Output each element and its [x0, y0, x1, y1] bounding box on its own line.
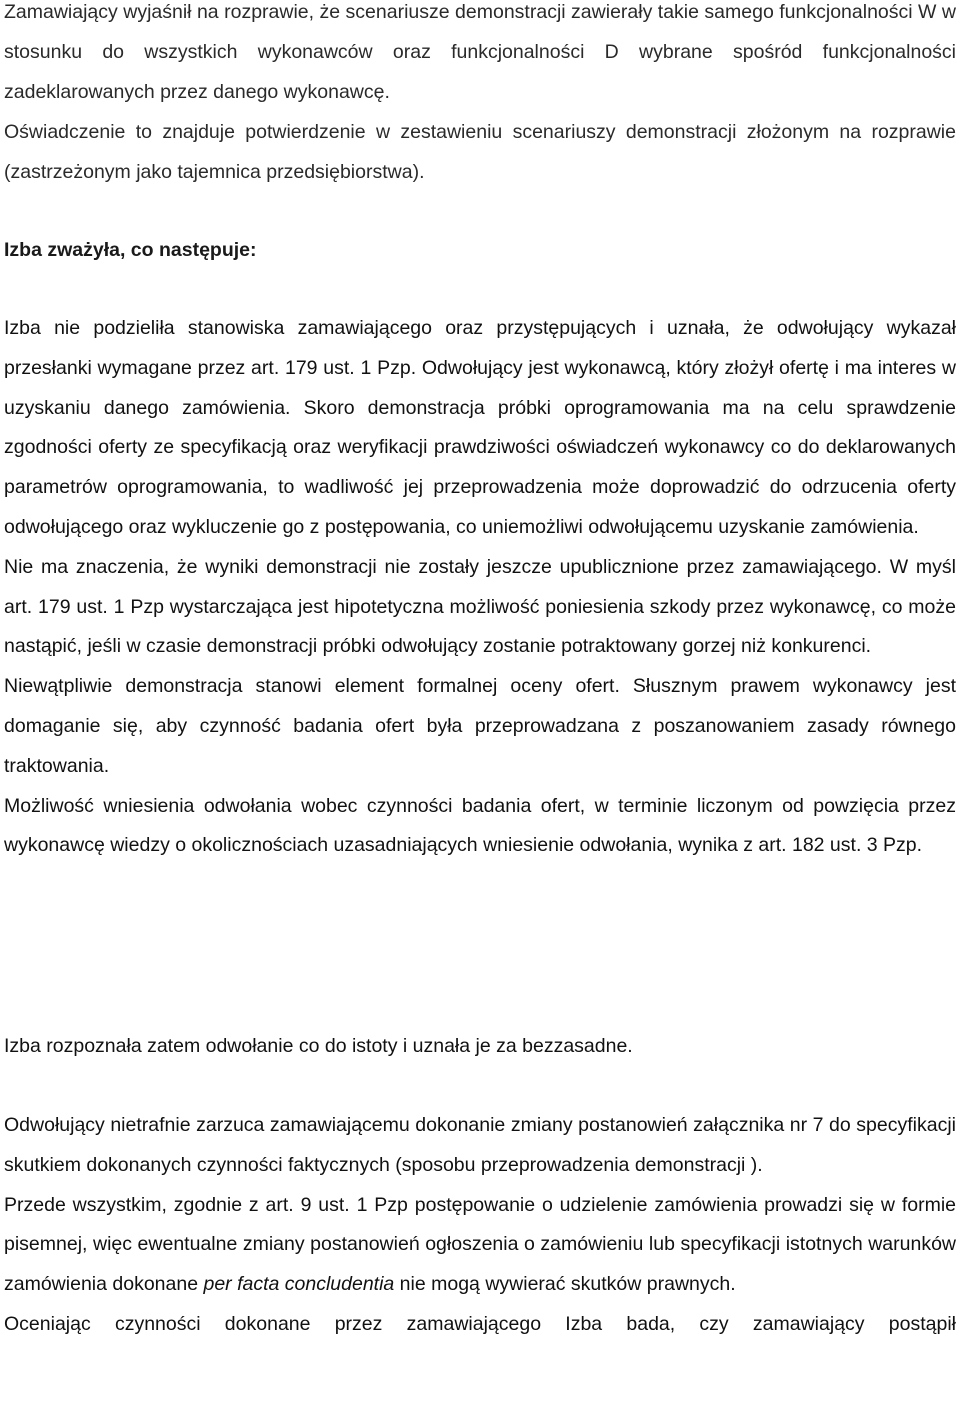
body-block-1: [4, 309, 956, 866]
body-paragraph-7-text: Przede wszystkim, zgodnie z art. 9 ust. 1 Pzp postępowanie o udzielenie zamówienia prowadzi się w formie pisemnej, więc ewentualne zmiany postanowień ogłoszenia o zamówieniu lub specyfikacji istotnych warunków zamówienia dokonane: [4, 1193, 956, 1296]
intro-paragraph-1: Zamawiający wyjaśnił na rozprawie, że scenariusze demonstracji zawierały takie samego funkcjonalności W w stosunku do wszystkich wykonawców oraz funkcjonalności D wybrane spośród funkcjonalności zadeklarowanych przez danego wykonawcę.: [4, 1, 956, 103]
body-paragraph-1: Izba nie podzieliła stanowiska zamawiającego oraz przystępujących i uznała, że odwołujący wykazał przesłanki wymagane przez art. 179 ust. 1 Pzp. Odwołujący jest wykonawcą, który złożył ofertę i ma interes w uzyskaniu danego zamówienia. Skoro demonstracja próbki oprogramowania ma na celu sprawdzenie zgodności oferty ze specyfikacją oraz weryfikacji prawdziwości oświadczeń wykonawcy co do deklarowanych parametrów oprogramowania, to wadliwość jej przeprowadzenia może doprowadzić do odrzucenia oferty odwołującego oraz wykluczenie go z postępowania, co uniemożliwi odwołującemu uzyskanie zamówienia.: [4, 317, 956, 538]
body-paragraph-8: Oceniając czynności dokonane przez zamawiającego Izba bada, czy zamawiający postąpił: [4, 1312, 956, 1335]
body-paragraph-4: Możliwość wniesienia odwołania wobec czynności badania ofert, w terminie liczonym od powzięcia przez wykonawcę wiedzy o okolicznościach uzasadniających wniesienie odwołania, wynika z art. 182 ust. 3 Pzp.: [4, 794, 956, 857]
body-block-3: [4, 1106, 956, 1345]
latin-phrase: per facta concludentia: [203, 1273, 395, 1296]
body-paragraph-6: Odwołujący nietrafnie zarzuca zamawiającemu dokonanie zmiany postanowień załącznika nr 7 do specyfikacji skutkiem dokonanych czynności faktycznych (sposobu przeprowadzenia demonstracji ).: [4, 1114, 956, 1176]
body-paragraph-3: Niewątpliwie demonstracja stanowi element formalnej oceny ofert. Słusznym prawem wykonawcy jest domaganie się, aby czynność badania ofert była przeprowadzana z poszanowaniem zasady równego traktowania.: [4, 675, 956, 777]
body-paragraph-7: [4, 1186, 956, 1305]
intro-paragraph-2: Oświadczenie to znajduje potwierdzenie w zestawieniu scenariuszy demonstracji złożonym na rozprawie (zastrzeżonym jako tajemnica przedsiębiorstwa).: [4, 121, 956, 183]
body-block-2: [4, 1027, 956, 1067]
body-paragraph-7-tail: nie mogą wywierać skutków prawnych.: [394, 1273, 736, 1296]
section-heading: Izba zważyła, co następuje:: [4, 239, 257, 261]
body-paragraph-2: Nie ma znaczenia, że wyniki demonstracji nie zostały jeszcze upublicznione przez zamawiającego. W myśl art. 179 ust. 1 Pzp wystarczająca jest hipotetyczna możliwość poniesienia szkody przez wykonawcę, co może nastąpić, jeśli w czasie demonstracji próbki odwołujący zostanie potraktowany gorzej niż konkurenci.: [4, 555, 956, 658]
body-paragraph-5: Izba rozpoznała zatem odwołanie co do istoty i uznała je za bezzasadne.: [4, 1035, 633, 1057]
intro-section: [4, 0, 956, 192]
